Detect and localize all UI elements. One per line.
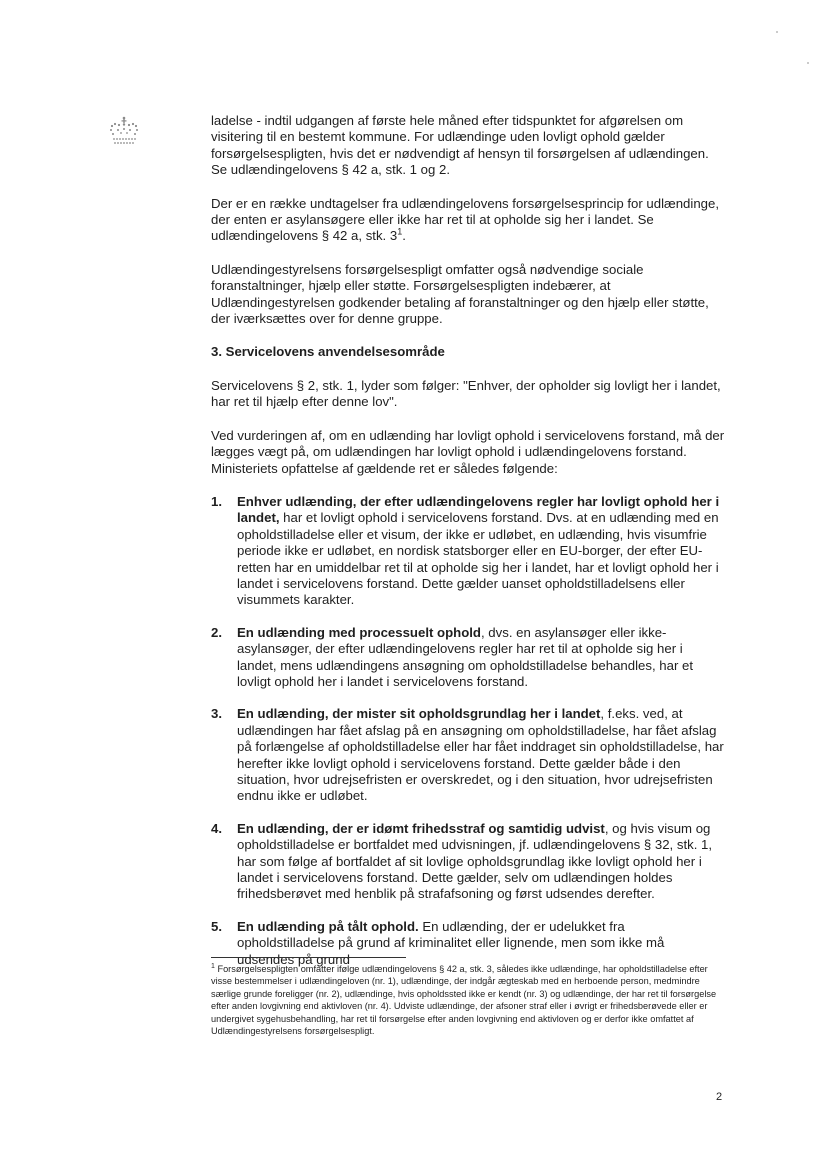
list-item-lead: En udlænding, der er idømt frihedsstraf og samtidig udvist [237,820,605,836]
royal-crown-logo-icon [106,116,142,146]
list-item [211,821,725,903]
numbered-list [211,494,725,968]
list-item-text: , og hvis visum og opholdstilladelse er bortfaldet med udvisningen, jf. udlændingelovens § 32, stk. 1, har som følge af bortfaldet af sit lovlige opholdsgrundlag ikke lovligt ophold her i landet i servicelovens forstand. Dette gælder, selv om udlændingen holdes frihedsberøvet med henblik på strafafsoning og først udsendes derefter. [237,820,713,902]
paragraph: Ved vurderingen af, om en udlænding har lovligt ophold i servicelovens forstand, må der lægges vægt på, om udlændingen har lovligt ophold i udlændingelovens forstand. Ministeriets opfattelse af gældende ret er således følgende: [211,427,725,476]
paragraph-text: Der er en række undtagelser fra udlændingelovens forsørgelsesprincip for udlændinge, der enten er asylansøgere eller ikke har ret til at opholde sig her i landet. Se udlændingelovens § 42 a, stk. 3 [211,195,719,244]
list-item-text: En udlænding, der er udelukket fra opholdstilladelse på grund af kriminalitet eller lignende, men som ikke må udsendes på grund [237,918,665,967]
footnote [211,963,727,1037]
list-item-number: 3. [211,706,222,722]
paragraph [211,196,725,245]
list-item-number: 5. [211,918,222,934]
paragraph: Udlændingestyrelsens forsørgelsespligt omfatter også nødvendige sociale foranstaltninger, hjælp eller støtte. Forsørgelsespligten indebærer, at Udlændingestyrelsen godkender betaling af foranstaltninger og den hjælp eller støtte, der iværksættes over for denne gruppe. [211,261,709,327]
list-item [211,919,725,968]
footnote-marker: 1 [211,962,215,970]
list-item [211,706,725,804]
list-item-text: , f.eks. ved, at udlændingen har fået afslag på en ansøgning om opholdstilladelse, har fået afslag på forlængelse af opholdstilladelse eller har fået inddraget sin opholdstilladelse, har herefter ikke lovligt ophold i servicelovens forstand. Dette gælder både i den situation, hvor udrejsefristen er overskredet, og i den situation, hvor udrejsefristen endnu ikke er udløbet. [237,706,724,804]
footnote-text: Forsørgelsespligten omfatter ifølge udlændingelovens § 42 a, stk. 3, således ikke udlændinge, har opholdstilladelse efter visse bestemmelser i udlændingeloven (nr. 1), udlændinge, der indgår ægteskab med en herboende person, medmindre særlige grunde foreligger (nr. 2), udlændinge, hvis opholdssted ikke er kendt (nr. 3) og udlændinge, der har ret til forsørgelse efter anden lovgivning end aktivloven (nr. 4). Udviste udlændinge, der afsoner straf eller i øvrigt er frihedsberøvede eller er undergivet sygehusbehandling, har ret til forsørgelse efter anden lovgivning end aktivloven og er derfor ikke omfattet af Udlændingestyrelsens forsørgelsespligt. [211,964,717,1037]
list-item-text: har et lovligt ophold i servicelovens forstand. Dvs. at en udlænding med en opholdstilladelse eller et visum, der ikke er udløbet, en udlænding, hvis visumfrie periode ikke er udløbet, en nordisk statsborger eller en EU-borger, der efter EU-retten har en umiddelbar ret til at opholde sig her i landet, har et lovligt ophold her i landet i servicelovens forstand. Dette gælder uanset opholdstilladelsens eller visummets karakter. [237,510,719,608]
footnote-reference[interactable]: 1 [397,227,403,238]
list-item [211,625,725,691]
scan-speck [776,31,778,33]
list-item-number: 1. [211,493,222,509]
paragraph: Servicelovens § 2, stk. 1, lyder som følger: "Enhver, der opholder sig lovligt her i landet, har ret til hjælp efter denne lov". [211,377,721,410]
list-item-lead: En udlænding på tålt ophold. [237,918,419,934]
section-heading: 3. Servicelovens anvendelsesområde [211,344,445,360]
list-item-lead: Enhver udlænding, der efter udlændingelovens regler har lovligt ophold her i landet, [237,493,720,526]
list-item-lead: En udlænding med processuelt ophold [237,624,481,640]
scan-speck [807,62,809,64]
body-text [211,113,725,984]
list-item-number: 2. [211,624,222,640]
list-item-text: , dvs. en asylansøger eller ikke-asylansøger, der efter udlændingelovens regler har ret til at opholde sig her i landet, mens udlændingens ansøgning om opholdstilladelse behandles, har et lovligt ophold her i landet i servicelovens forstand. [237,624,694,689]
paragraph: ladelse - indtil udgangen af første hele måned efter tidspunktet for afgørelsen om visitering til en bestemt kommune. For udlændinge uden lovligt ophold gælder forsørgelsespligten, hvis det er nødvendigt af hensyn til forsørgelsen af udlændingen. Se udlændingelovens § 42 a, stk. 1 og 2. [211,113,709,178]
paragraph-end: . [402,228,406,244]
list-item [211,494,725,609]
page-number: 2 [716,1091,723,1103]
footnote-divider [211,957,406,958]
list-item-number: 4. [211,820,222,836]
list-item-lead: En udlænding, der mister sit opholdsgrundlag her i landet [237,706,601,722]
